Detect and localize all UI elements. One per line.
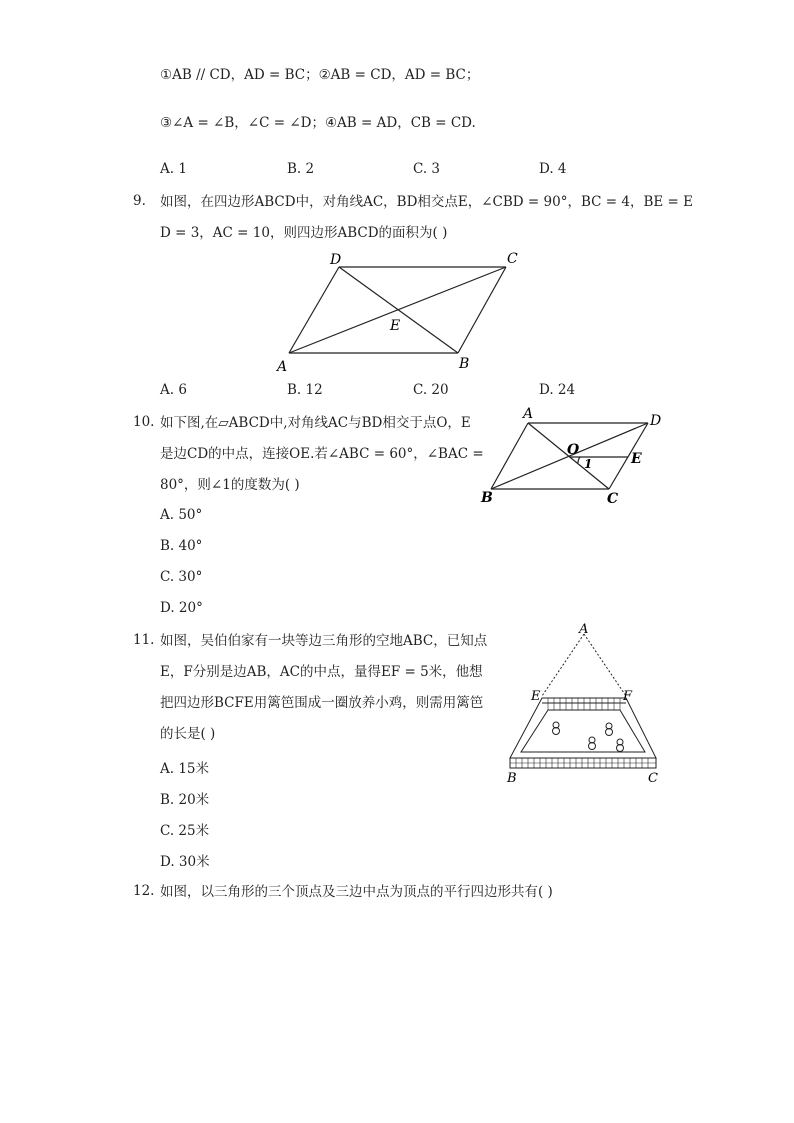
q10-label-c: C (607, 491, 619, 507)
q11-text-line-4: 的长是( ) (160, 726, 216, 742)
q11-text-line-3: 把四边形BCFE用篱笆围成一圈放养小鸡，则需用篱笆 (160, 695, 484, 711)
q11-number: 11. (133, 632, 155, 648)
q10-label-angle-1: 1 (584, 457, 593, 471)
q8-option-b: B. 2 (287, 161, 315, 177)
q10-label-d: D (650, 413, 662, 429)
q10-text-line-3: 80°，则∠1的度数为( ) (160, 477, 300, 493)
q10-label-b: B (481, 490, 493, 506)
q11-label-f: F (623, 689, 633, 704)
q12-number: 12. (133, 883, 155, 899)
q11-chicks-icon (553, 722, 624, 752)
q10-option-d: D. 20° (160, 600, 203, 616)
q10-option-c: C. 30° (160, 569, 203, 585)
q11-option-d: D. 30米 (160, 854, 210, 870)
q10-number: 10. (133, 414, 155, 430)
q9-option-c: C. 20 (413, 382, 449, 398)
q9-quadrilateral-figure (270, 248, 530, 378)
q11-label-c: C (648, 771, 658, 786)
q9-label-b: B (459, 356, 470, 372)
q9-label-a: A (277, 359, 288, 375)
q8-statement-line-2: ③∠A = ∠B，∠C = ∠D；④AB = AD，CB = CD. (160, 115, 476, 131)
q10-label-e: E (631, 451, 642, 467)
q11-option-a: A. 15米 (160, 761, 210, 777)
q8-option-d: D. 4 (539, 161, 567, 177)
q10-text-line-1: 如下图,在▱ABCD中,对角线AC与BD相交于点O，E (160, 415, 471, 431)
q9-option-b: B. 12 (287, 382, 323, 398)
q8-option-c: C. 3 (413, 161, 441, 177)
q10-option-b: B. 40° (160, 538, 203, 554)
q10-option-a: A. 50° (160, 507, 203, 523)
q9-label-d: D (330, 252, 342, 268)
q11-option-c: C. 25米 (160, 823, 210, 839)
q9-option-d: D. 24 (539, 382, 576, 398)
q10-parallelogram-figure (478, 402, 678, 508)
q11-label-e: E (531, 689, 541, 704)
q9-text-line-2: D = 3，AC = 10，则四边形ABCD的面积为( ) (160, 225, 448, 241)
q11-text-line-2: E，F分别是边AB，AC的中点，量得EF = 5米，他想 (160, 664, 483, 680)
q9-label-e: E (390, 318, 401, 334)
q9-number: 9. (133, 193, 146, 209)
q11-text-line-1: 如图，吴伯伯家有一块等边三角形的空地ABC，已知点 (160, 633, 488, 649)
q11-option-b: B. 20米 (160, 792, 210, 808)
q11-label-a: A (579, 622, 589, 637)
q9-text-line-1: 如图，在四边形ABCD中，对角线AC，BD相交点E，∠CBD = 90°，BC = 4，BE = E (160, 194, 693, 210)
q10-label-o: O (567, 442, 580, 458)
q8-option-a: A. 1 (160, 161, 187, 177)
q12-text-line-1: 如图，以三角形的三个顶点及三边中点为顶点的平行四边形共有( ) (160, 884, 553, 900)
q9-option-a: A. 6 (160, 382, 187, 398)
q10-text-line-2: 是边CD的中点，连接OE.若∠ABC = 60°，∠BAC = (160, 446, 484, 462)
q11-label-b: B (507, 771, 517, 786)
q11-fence-figure (498, 622, 668, 788)
q10-label-a: A (523, 406, 534, 422)
q9-label-c: C (507, 251, 518, 267)
q8-statement-line-1: ①AB // CD，AD = BC；②AB = CD，AD = BC； (160, 67, 480, 83)
